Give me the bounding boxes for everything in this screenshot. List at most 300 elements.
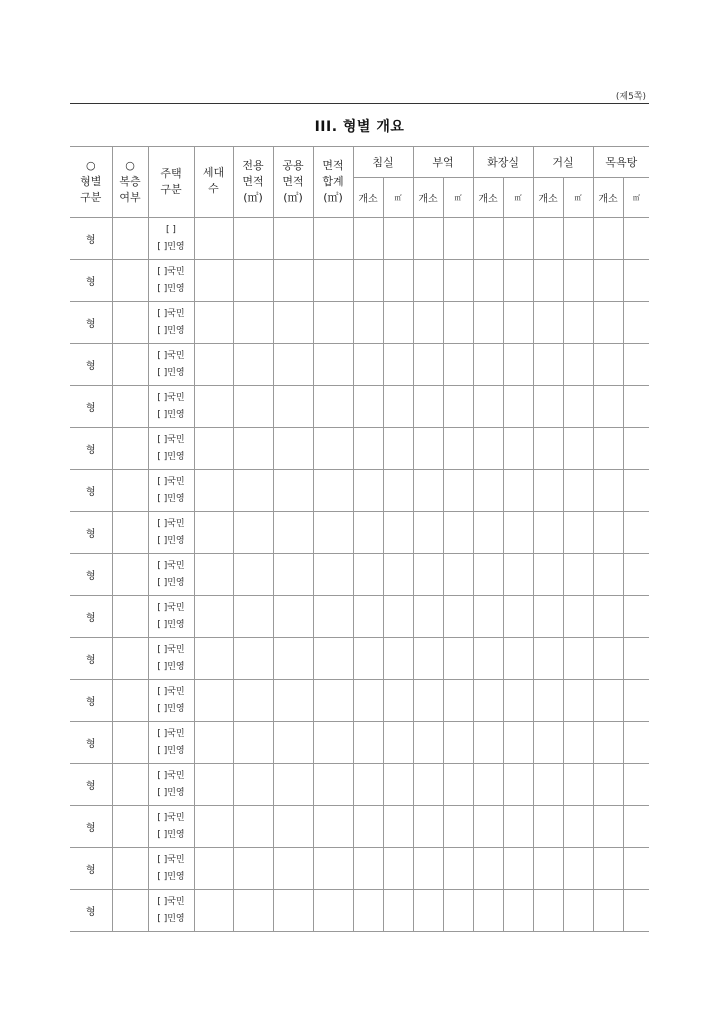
exclusive-area-cell[interactable] xyxy=(233,806,273,848)
kitchen-count-cell[interactable] xyxy=(413,806,443,848)
kitchen-area-cell[interactable] xyxy=(443,764,473,806)
bedroom-count-cell[interactable] xyxy=(353,428,383,470)
national-housing-checkbox[interactable]: [ ]국민 xyxy=(157,308,185,319)
exclusive-area-cell[interactable] xyxy=(233,764,273,806)
duplex-cell[interactable] xyxy=(112,428,148,470)
exclusive-area-cell[interactable] xyxy=(233,386,273,428)
total-area-cell[interactable] xyxy=(313,596,353,638)
national-housing-checkbox[interactable]: [ ]국민 xyxy=(157,434,185,445)
national-housing-checkbox[interactable]: [ ]국민 xyxy=(157,476,185,487)
private-housing-checkbox[interactable]: [ ]민영 xyxy=(157,787,185,798)
exclusive-area-cell[interactable] xyxy=(233,218,273,260)
duplex-cell[interactable] xyxy=(112,596,148,638)
total-area-cell[interactable] xyxy=(313,428,353,470)
duplex-cell[interactable] xyxy=(112,848,148,890)
bedroom-area-cell[interactable] xyxy=(383,722,413,764)
living-room-area-cell[interactable] xyxy=(563,512,593,554)
bathroom-area-cell[interactable] xyxy=(623,470,649,512)
duplex-cell[interactable] xyxy=(112,512,148,554)
bathroom-count-cell[interactable] xyxy=(593,680,623,722)
bedroom-count-cell[interactable] xyxy=(353,554,383,596)
exclusive-area-cell[interactable] xyxy=(233,638,273,680)
living-room-area-cell[interactable] xyxy=(563,680,593,722)
restroom-count-cell[interactable] xyxy=(473,806,503,848)
private-housing-checkbox[interactable]: [ ]민영 xyxy=(157,535,185,546)
bedroom-area-cell[interactable] xyxy=(383,554,413,596)
living-room-count-cell[interactable] xyxy=(533,512,563,554)
restroom-count-cell[interactable] xyxy=(473,848,503,890)
restroom-area-cell[interactable] xyxy=(503,806,533,848)
bathroom-count-cell[interactable] xyxy=(593,848,623,890)
bathroom-count-cell[interactable] xyxy=(593,890,623,932)
housing-class-cell[interactable] xyxy=(148,890,194,932)
bathroom-area-cell[interactable] xyxy=(623,806,649,848)
kitchen-count-cell[interactable] xyxy=(413,386,443,428)
restroom-count-cell[interactable] xyxy=(473,470,503,512)
bathroom-area-cell[interactable] xyxy=(623,596,649,638)
duplex-cell[interactable] xyxy=(112,344,148,386)
housing-class-cell[interactable] xyxy=(148,260,194,302)
restroom-area-cell[interactable] xyxy=(503,764,533,806)
common-area-cell[interactable] xyxy=(273,218,313,260)
bathroom-count-cell[interactable] xyxy=(593,218,623,260)
kitchen-area-cell[interactable] xyxy=(443,218,473,260)
households-cell[interactable] xyxy=(194,386,233,428)
restroom-area-cell[interactable] xyxy=(503,680,533,722)
restroom-count-cell[interactable] xyxy=(473,890,503,932)
bedroom-area-cell[interactable] xyxy=(383,848,413,890)
restroom-area-cell[interactable] xyxy=(503,260,533,302)
common-area-cell[interactable] xyxy=(273,680,313,722)
living-room-count-cell[interactable] xyxy=(533,386,563,428)
housing-class-cell[interactable] xyxy=(148,554,194,596)
exclusive-area-cell[interactable] xyxy=(233,470,273,512)
households-cell[interactable] xyxy=(194,260,233,302)
households-cell[interactable] xyxy=(194,512,233,554)
bathroom-count-cell[interactable] xyxy=(593,638,623,680)
common-area-cell[interactable] xyxy=(273,512,313,554)
kitchen-area-cell[interactable] xyxy=(443,722,473,764)
common-area-cell[interactable] xyxy=(273,596,313,638)
living-room-count-cell[interactable] xyxy=(533,680,563,722)
housing-class-cell[interactable] xyxy=(148,512,194,554)
total-area-cell[interactable] xyxy=(313,302,353,344)
bathroom-count-cell[interactable] xyxy=(593,470,623,512)
exclusive-area-cell[interactable] xyxy=(233,848,273,890)
housing-class-cell[interactable] xyxy=(148,680,194,722)
common-area-cell[interactable] xyxy=(273,554,313,596)
bedroom-count-cell[interactable] xyxy=(353,512,383,554)
exclusive-area-cell[interactable] xyxy=(233,722,273,764)
exclusive-area-cell[interactable] xyxy=(233,260,273,302)
bedroom-area-cell[interactable] xyxy=(383,890,413,932)
common-area-cell[interactable] xyxy=(273,890,313,932)
restroom-count-cell[interactable] xyxy=(473,218,503,260)
households-cell[interactable] xyxy=(194,218,233,260)
living-room-count-cell[interactable] xyxy=(533,722,563,764)
housing-class-cell[interactable] xyxy=(148,218,194,260)
living-room-count-cell[interactable] xyxy=(533,806,563,848)
restroom-count-cell[interactable] xyxy=(473,554,503,596)
duplex-cell[interactable] xyxy=(112,260,148,302)
kitchen-area-cell[interactable] xyxy=(443,344,473,386)
restroom-count-cell[interactable] xyxy=(473,428,503,470)
bathroom-area-cell[interactable] xyxy=(623,722,649,764)
total-area-cell[interactable] xyxy=(313,386,353,428)
bedroom-area-cell[interactable] xyxy=(383,344,413,386)
common-area-cell[interactable] xyxy=(273,638,313,680)
bedroom-count-cell[interactable] xyxy=(353,260,383,302)
duplex-cell[interactable] xyxy=(112,722,148,764)
restroom-area-cell[interactable] xyxy=(503,428,533,470)
bathroom-area-cell[interactable] xyxy=(623,386,649,428)
living-room-count-cell[interactable] xyxy=(533,848,563,890)
housing-class-cell[interactable] xyxy=(148,722,194,764)
bathroom-count-cell[interactable] xyxy=(593,554,623,596)
exclusive-area-cell[interactable] xyxy=(233,890,273,932)
living-room-area-cell[interactable] xyxy=(563,596,593,638)
total-area-cell[interactable] xyxy=(313,680,353,722)
private-housing-checkbox[interactable]: [ ]민영 xyxy=(157,409,185,420)
national-housing-checkbox[interactable]: [ ]국민 xyxy=(157,896,185,907)
kitchen-count-cell[interactable] xyxy=(413,344,443,386)
bedroom-area-cell[interactable] xyxy=(383,428,413,470)
common-area-cell[interactable] xyxy=(273,302,313,344)
restroom-area-cell[interactable] xyxy=(503,344,533,386)
bedroom-area-cell[interactable] xyxy=(383,470,413,512)
kitchen-area-cell[interactable] xyxy=(443,554,473,596)
kitchen-count-cell[interactable] xyxy=(413,260,443,302)
bathroom-area-cell[interactable] xyxy=(623,302,649,344)
total-area-cell[interactable] xyxy=(313,806,353,848)
exclusive-area-cell[interactable] xyxy=(233,680,273,722)
housing-class-cell[interactable] xyxy=(148,344,194,386)
living-room-area-cell[interactable] xyxy=(563,470,593,512)
households-cell[interactable] xyxy=(194,848,233,890)
housing-class-cell[interactable] xyxy=(148,302,194,344)
housing-class-cell[interactable] xyxy=(148,638,194,680)
private-housing-checkbox[interactable]: [ ]민영 xyxy=(157,829,185,840)
common-area-cell[interactable] xyxy=(273,470,313,512)
private-housing-checkbox[interactable]: [ ]민영 xyxy=(157,241,185,252)
restroom-area-cell[interactable] xyxy=(503,722,533,764)
total-area-cell[interactable] xyxy=(313,470,353,512)
living-room-area-cell[interactable] xyxy=(563,890,593,932)
living-room-area-cell[interactable] xyxy=(563,554,593,596)
households-cell[interactable] xyxy=(194,638,233,680)
kitchen-area-cell[interactable] xyxy=(443,470,473,512)
private-housing-checkbox[interactable]: [ ]민영 xyxy=(157,367,185,378)
kitchen-count-cell[interactable] xyxy=(413,848,443,890)
bedroom-count-cell[interactable] xyxy=(353,638,383,680)
living-room-count-cell[interactable] xyxy=(533,218,563,260)
kitchen-area-cell[interactable] xyxy=(443,302,473,344)
restroom-area-cell[interactable] xyxy=(503,890,533,932)
common-area-cell[interactable] xyxy=(273,848,313,890)
national-housing-checkbox[interactable]: [ ]국민 xyxy=(157,728,185,739)
kitchen-count-cell[interactable] xyxy=(413,890,443,932)
national-housing-checkbox[interactable]: [ ]국민 xyxy=(157,266,185,277)
bathroom-area-cell[interactable] xyxy=(623,428,649,470)
bathroom-count-cell[interactable] xyxy=(593,428,623,470)
national-housing-checkbox[interactable]: [ ]국민 xyxy=(157,392,185,403)
housing-class-cell[interactable] xyxy=(148,596,194,638)
kitchen-count-cell[interactable] xyxy=(413,428,443,470)
kitchen-area-cell[interactable] xyxy=(443,260,473,302)
living-room-area-cell[interactable] xyxy=(563,344,593,386)
exclusive-area-cell[interactable] xyxy=(233,428,273,470)
total-area-cell[interactable] xyxy=(313,344,353,386)
duplex-cell[interactable] xyxy=(112,554,148,596)
households-cell[interactable] xyxy=(194,722,233,764)
private-housing-checkbox[interactable]: [ ]민영 xyxy=(157,451,185,462)
living-room-area-cell[interactable] xyxy=(563,218,593,260)
duplex-cell[interactable] xyxy=(112,470,148,512)
bathroom-area-cell[interactable] xyxy=(623,554,649,596)
kitchen-area-cell[interactable] xyxy=(443,386,473,428)
living-room-count-cell[interactable] xyxy=(533,470,563,512)
restroom-count-cell[interactable] xyxy=(473,638,503,680)
exclusive-area-cell[interactable] xyxy=(233,344,273,386)
private-housing-checkbox[interactable]: [ ]민영 xyxy=(157,913,185,924)
common-area-cell[interactable] xyxy=(273,764,313,806)
households-cell[interactable] xyxy=(194,344,233,386)
restroom-area-cell[interactable] xyxy=(503,218,533,260)
private-housing-checkbox[interactable]: [ ]민영 xyxy=(157,619,185,630)
common-area-cell[interactable] xyxy=(273,344,313,386)
bedroom-count-cell[interactable] xyxy=(353,302,383,344)
households-cell[interactable] xyxy=(194,680,233,722)
bathroom-count-cell[interactable] xyxy=(593,806,623,848)
restroom-count-cell[interactable] xyxy=(473,260,503,302)
duplex-cell[interactable] xyxy=(112,302,148,344)
living-room-area-cell[interactable] xyxy=(563,848,593,890)
bathroom-count-cell[interactable] xyxy=(593,596,623,638)
bathroom-count-cell[interactable] xyxy=(593,260,623,302)
restroom-count-cell[interactable] xyxy=(473,386,503,428)
living-room-count-cell[interactable] xyxy=(533,638,563,680)
exclusive-area-cell[interactable] xyxy=(233,302,273,344)
bedroom-count-cell[interactable] xyxy=(353,848,383,890)
kitchen-count-cell[interactable] xyxy=(413,554,443,596)
bedroom-count-cell[interactable] xyxy=(353,218,383,260)
common-area-cell[interactable] xyxy=(273,386,313,428)
national-housing-checkbox[interactable]: [ ]국민 xyxy=(157,644,185,655)
bedroom-area-cell[interactable] xyxy=(383,680,413,722)
bedroom-count-cell[interactable] xyxy=(353,806,383,848)
bedroom-area-cell[interactable] xyxy=(383,638,413,680)
bathroom-area-cell[interactable] xyxy=(623,344,649,386)
living-room-count-cell[interactable] xyxy=(533,428,563,470)
national-housing-checkbox[interactable]: [ ]국민 xyxy=(157,686,185,697)
bedroom-count-cell[interactable] xyxy=(353,344,383,386)
bedroom-count-cell[interactable] xyxy=(353,386,383,428)
bathroom-count-cell[interactable] xyxy=(593,722,623,764)
bedroom-count-cell[interactable] xyxy=(353,722,383,764)
bedroom-count-cell[interactable] xyxy=(353,764,383,806)
common-area-cell[interactable] xyxy=(273,428,313,470)
kitchen-area-cell[interactable] xyxy=(443,638,473,680)
bedroom-count-cell[interactable] xyxy=(353,890,383,932)
living-room-count-cell[interactable] xyxy=(533,344,563,386)
living-room-area-cell[interactable] xyxy=(563,260,593,302)
bedroom-area-cell[interactable] xyxy=(383,512,413,554)
kitchen-count-cell[interactable] xyxy=(413,470,443,512)
households-cell[interactable] xyxy=(194,890,233,932)
total-area-cell[interactable] xyxy=(313,764,353,806)
restroom-area-cell[interactable] xyxy=(503,638,533,680)
private-housing-checkbox[interactable]: [ ]민영 xyxy=(157,283,185,294)
kitchen-count-cell[interactable] xyxy=(413,680,443,722)
total-area-cell[interactable] xyxy=(313,848,353,890)
living-room-count-cell[interactable] xyxy=(533,596,563,638)
restroom-count-cell[interactable] xyxy=(473,302,503,344)
total-area-cell[interactable] xyxy=(313,722,353,764)
bathroom-area-cell[interactable] xyxy=(623,848,649,890)
kitchen-area-cell[interactable] xyxy=(443,890,473,932)
restroom-area-cell[interactable] xyxy=(503,512,533,554)
exclusive-area-cell[interactable] xyxy=(233,554,273,596)
national-housing-checkbox[interactable]: [ ] xyxy=(166,224,176,235)
bedroom-count-cell[interactable] xyxy=(353,470,383,512)
bedroom-area-cell[interactable] xyxy=(383,218,413,260)
living-room-count-cell[interactable] xyxy=(533,260,563,302)
kitchen-area-cell[interactable] xyxy=(443,806,473,848)
restroom-count-cell[interactable] xyxy=(473,344,503,386)
housing-class-cell[interactable] xyxy=(148,470,194,512)
kitchen-area-cell[interactable] xyxy=(443,512,473,554)
kitchen-count-cell[interactable] xyxy=(413,596,443,638)
bedroom-area-cell[interactable] xyxy=(383,302,413,344)
kitchen-area-cell[interactable] xyxy=(443,428,473,470)
restroom-area-cell[interactable] xyxy=(503,386,533,428)
restroom-count-cell[interactable] xyxy=(473,722,503,764)
bedroom-count-cell[interactable] xyxy=(353,596,383,638)
kitchen-area-cell[interactable] xyxy=(443,680,473,722)
bathroom-count-cell[interactable] xyxy=(593,512,623,554)
living-room-area-cell[interactable] xyxy=(563,806,593,848)
national-housing-checkbox[interactable]: [ ]국민 xyxy=(157,854,185,865)
national-housing-checkbox[interactable]: [ ]국민 xyxy=(157,602,185,613)
living-room-area-cell[interactable] xyxy=(563,302,593,344)
national-housing-checkbox[interactable]: [ ]국민 xyxy=(157,560,185,571)
duplex-cell[interactable] xyxy=(112,638,148,680)
bathroom-area-cell[interactable] xyxy=(623,512,649,554)
restroom-area-cell[interactable] xyxy=(503,554,533,596)
exclusive-area-cell[interactable] xyxy=(233,512,273,554)
restroom-count-cell[interactable] xyxy=(473,764,503,806)
bathroom-count-cell[interactable] xyxy=(593,764,623,806)
households-cell[interactable] xyxy=(194,806,233,848)
total-area-cell[interactable] xyxy=(313,890,353,932)
living-room-count-cell[interactable] xyxy=(533,302,563,344)
households-cell[interactable] xyxy=(194,428,233,470)
living-room-count-cell[interactable] xyxy=(533,554,563,596)
national-housing-checkbox[interactable]: [ ]국민 xyxy=(157,350,185,361)
private-housing-checkbox[interactable]: [ ]민영 xyxy=(157,661,185,672)
exclusive-area-cell[interactable] xyxy=(233,596,273,638)
households-cell[interactable] xyxy=(194,764,233,806)
kitchen-count-cell[interactable] xyxy=(413,218,443,260)
restroom-area-cell[interactable] xyxy=(503,302,533,344)
total-area-cell[interactable] xyxy=(313,218,353,260)
bathroom-area-cell[interactable] xyxy=(623,638,649,680)
private-housing-checkbox[interactable]: [ ]민영 xyxy=(157,745,185,756)
total-area-cell[interactable] xyxy=(313,512,353,554)
restroom-area-cell[interactable] xyxy=(503,470,533,512)
restroom-count-cell[interactable] xyxy=(473,596,503,638)
living-room-count-cell[interactable] xyxy=(533,764,563,806)
kitchen-count-cell[interactable] xyxy=(413,302,443,344)
kitchen-count-cell[interactable] xyxy=(413,638,443,680)
kitchen-area-cell[interactable] xyxy=(443,848,473,890)
duplex-cell[interactable] xyxy=(112,890,148,932)
living-room-area-cell[interactable] xyxy=(563,638,593,680)
households-cell[interactable] xyxy=(194,470,233,512)
housing-class-cell[interactable] xyxy=(148,428,194,470)
bathroom-area-cell[interactable] xyxy=(623,260,649,302)
duplex-cell[interactable] xyxy=(112,680,148,722)
bedroom-area-cell[interactable] xyxy=(383,260,413,302)
bedroom-area-cell[interactable] xyxy=(383,386,413,428)
total-area-cell[interactable] xyxy=(313,260,353,302)
living-room-area-cell[interactable] xyxy=(563,386,593,428)
bathroom-area-cell[interactable] xyxy=(623,218,649,260)
private-housing-checkbox[interactable]: [ ]민영 xyxy=(157,577,185,588)
living-room-area-cell[interactable] xyxy=(563,722,593,764)
living-room-area-cell[interactable] xyxy=(563,764,593,806)
duplex-cell[interactable] xyxy=(112,218,148,260)
national-housing-checkbox[interactable]: [ ]국민 xyxy=(157,770,185,781)
restroom-area-cell[interactable] xyxy=(503,596,533,638)
duplex-cell[interactable] xyxy=(112,386,148,428)
bathroom-area-cell[interactable] xyxy=(623,764,649,806)
bathroom-count-cell[interactable] xyxy=(593,344,623,386)
common-area-cell[interactable] xyxy=(273,722,313,764)
common-area-cell[interactable] xyxy=(273,260,313,302)
restroom-area-cell[interactable] xyxy=(503,848,533,890)
restroom-count-cell[interactable] xyxy=(473,680,503,722)
bedroom-area-cell[interactable] xyxy=(383,764,413,806)
bedroom-area-cell[interactable] xyxy=(383,806,413,848)
kitchen-count-cell[interactable] xyxy=(413,764,443,806)
duplex-cell[interactable] xyxy=(112,806,148,848)
housing-class-cell[interactable] xyxy=(148,386,194,428)
private-housing-checkbox[interactable]: [ ]민영 xyxy=(157,703,185,714)
kitchen-area-cell[interactable] xyxy=(443,596,473,638)
restroom-count-cell[interactable] xyxy=(473,512,503,554)
common-area-cell[interactable] xyxy=(273,806,313,848)
total-area-cell[interactable] xyxy=(313,638,353,680)
bathroom-area-cell[interactable] xyxy=(623,680,649,722)
households-cell[interactable] xyxy=(194,596,233,638)
private-housing-checkbox[interactable]: [ ]민영 xyxy=(157,325,185,336)
living-room-count-cell[interactable] xyxy=(533,890,563,932)
total-area-cell[interactable] xyxy=(313,554,353,596)
households-cell[interactable] xyxy=(194,302,233,344)
bedroom-area-cell[interactable] xyxy=(383,596,413,638)
housing-class-cell[interactable] xyxy=(148,764,194,806)
bedroom-count-cell[interactable] xyxy=(353,680,383,722)
national-housing-checkbox[interactable]: [ ]국민 xyxy=(157,812,185,823)
duplex-cell[interactable] xyxy=(112,764,148,806)
bathroom-area-cell[interactable] xyxy=(623,890,649,932)
national-housing-checkbox[interactable]: [ ]국민 xyxy=(157,518,185,529)
housing-class-cell[interactable] xyxy=(148,848,194,890)
bathroom-count-cell[interactable] xyxy=(593,386,623,428)
kitchen-count-cell[interactable] xyxy=(413,722,443,764)
bathroom-count-cell[interactable] xyxy=(593,302,623,344)
